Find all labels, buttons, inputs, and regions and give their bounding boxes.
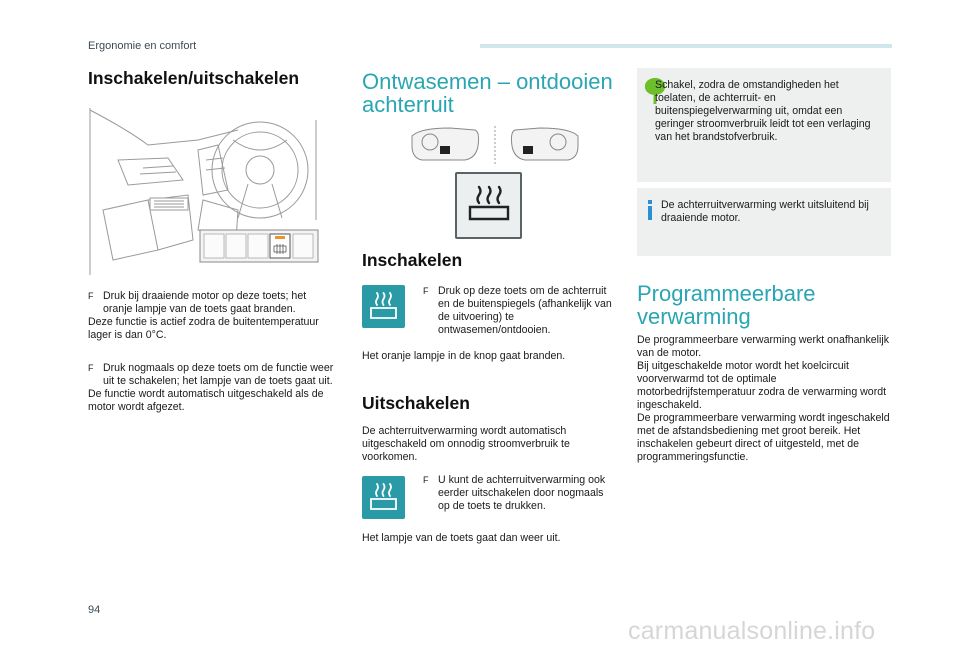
rear-defrost-icon (368, 483, 399, 512)
prog-title (637, 282, 887, 328)
page-number: 94 (88, 604, 101, 616)
dashboard-illustration (88, 100, 320, 280)
info-note-text: De achterruitverwarming werkt uitsluitend bij draaiende motor. (661, 199, 869, 224)
left-bullet-2 (88, 362, 343, 388)
left-para-2: De functie wordt automatisch uitgeschakeld als de motor wordt afgezet. (88, 388, 324, 413)
bullet-marker: F (88, 363, 94, 373)
inschakelen-title: Inschakelen (362, 250, 463, 270)
left-title: Inschakelen/uitschakelen (88, 68, 300, 88)
prog-para: De programmeerbare verwarming werkt onafhankelijk van de motor. Bij uitgeschakelde motor wordt het koelcircuit voorverwarmd tot de optimale motorbedrijfstemperatuur zodra de verwarming wordt ingeschakeld. De programmeerbare verwarming wordt ingeschakeld met de afstandsbediening met groot bereik. Het inschakelen gebeurt direct of uitgesteld, met de programmeringsfunctie. (637, 334, 890, 463)
middle-title-line-2: achterruit (362, 92, 454, 117)
bullet-marker: F (423, 475, 429, 485)
rear-defrost-icon (466, 185, 512, 225)
prog-title-line-2: verwarming (637, 304, 751, 329)
left-bullet-1 (88, 290, 338, 316)
eco-note-text: Schakel, zodra de omstandigheden het toelaten, de achterruit- en buitenspiegelverwarming uit, omdat een geringer stroomverbruik leidt tot een verlaging van het brandstofverbruik. (655, 79, 871, 143)
defrost-icon-off (362, 476, 405, 519)
defrost-icon-on (362, 285, 405, 328)
watermark: carmanualsonline.info (628, 617, 876, 645)
middle-title-line-1: Ontwasemen – ontdooien (362, 69, 613, 94)
inschakelen-bullet (423, 285, 615, 337)
uitschakelen-para-2: Het lampje van de toets gaat dan weer uit. (362, 532, 561, 544)
header-bar (480, 44, 892, 48)
inschakelen-bullet-text: Druk op deze toets om de achterruit en de buitenspiegels (afhankelijk van de uitvoering) te ontwasemen/ontdooien. (438, 285, 612, 336)
bullet-marker: F (423, 286, 429, 296)
uitschakelen-para: De achterruitverwarming wordt automatisch uitgeschakeld om onnodig stroomverbruik te voorkomen. (362, 425, 570, 463)
left-bullet-1-text: Druk bij draaiende motor op deze toets; het oranje lampje van de toets gaat branden. (103, 290, 307, 315)
rear-defrost-button[interactable] (455, 172, 522, 239)
uitschakelen-title: Uitschakelen (362, 393, 470, 413)
inschakelen-para: Het oranje lampje in de knop gaat branden. (362, 350, 566, 362)
prog-title-line-1: Programmeerbare (637, 281, 816, 306)
uitschakelen-bullet (423, 474, 615, 513)
left-bullet-2-text: Druk nogmaals op deze toets om de functie weer uit te schakelen; het lampje van de toets gaat uit. (103, 362, 334, 387)
left-para-1: Deze functie is actief zodra de buitentemperatuur lager is dan 0°C. (88, 316, 319, 341)
uitschakelen-bullet-text: U kunt de achterruitverwarming ook eerder uitschakelen door nogmaals op de toets te drukken. (438, 474, 606, 512)
info-icon (646, 200, 654, 220)
section-header: Ergonomie en comfort (88, 40, 197, 52)
middle-title (362, 70, 622, 116)
mirrors-illustration (410, 126, 580, 164)
bullet-marker: F (88, 291, 94, 301)
rear-defrost-icon (368, 292, 399, 321)
